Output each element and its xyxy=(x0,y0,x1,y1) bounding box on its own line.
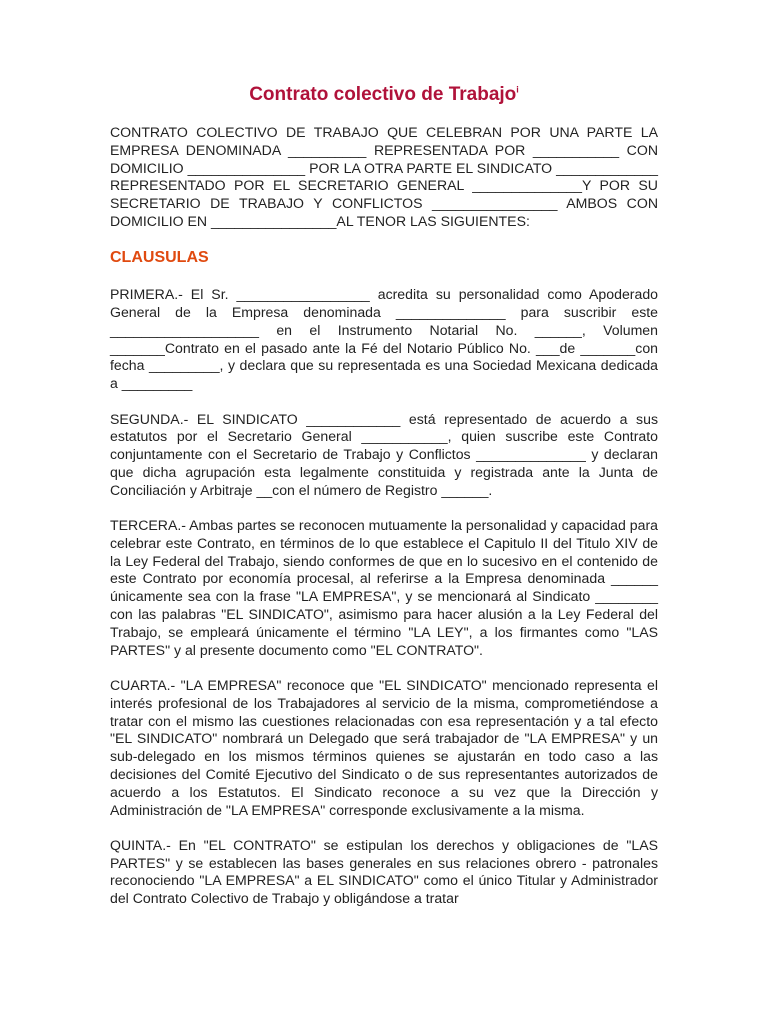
clause-tercera: TERCERA.- Ambas partes se reconocen mutuamente la personalidad y capacidad para celebrar este Contrato, en términos de lo que establece el Capitulo II del Titulo XIV de la Ley Federal del Trabajo, siendo conformes de que en lo sucesivo en el contenido de este Contrato por economía procesal, al referirse a la Empresa denominada ______ únicamente sea con la frase "LA EMPRESA", y se mencionará al Sindicato ________ con las palabras "EL SINDICATO", asimismo para hacer alusión a la Ley Federal del Trabajo, se empleará únicamente el término "LA LEY", a los firmantes como "LAS PARTES" y al presente documento como "EL CONTRATO". xyxy=(110,517,658,658)
document-title-text: Contrato colectivo de Trabajo xyxy=(249,84,517,105)
document-page xyxy=(110,82,658,925)
clause-primera: PRIMERA.- El Sr. _________________ acredita su personalidad como Apoderado General de la Empresa denominada ______________ para suscribir este ___________________ en el Instrumento Notarial No. ______, Volumen _______Contrato en el pasado ante la Fé del Notario Público No. ___de _______con fecha _________, y declara que su representada es una Sociedad Mexicana dedicada a _________ xyxy=(110,286,658,392)
document-title xyxy=(110,82,658,108)
clause-cuarta: CUARTA.- "LA EMPRESA" reconoce que "EL SINDICATO" mencionado representa el interés profesional de los Trabajadores al servicio de la misma, comprometiéndose a tratar con el mismo las cuestiones relacionadas con esa representación y a tal efecto "EL SINDICATO" nombrará un Delegado que será trabajador de "LA EMPRESA" y un sub-delegado en los mismos términos quienes se ajustarán en todo caso a las decisiones del Comité Ejecutivo del Sindicato o de sus representantes autorizados de acuerdo a los Estatutos. El Sindicato reconoce a su vez que la Dirección y Administración de "LA EMPRESA" corresponde exclusivamente a la misma. xyxy=(110,676,658,818)
title-footnote-marker: i xyxy=(516,84,519,95)
section-heading-clausulas: CLAUSULAS xyxy=(110,249,209,267)
clause-segunda: SEGUNDA.- EL SINDICATO ____________ está representado de acuerdo a sus estatutos por el Secretario General ___________, quien suscribe este Contrato conjuntamente con el Secretario de Trabajo y Conflictos ______________ y declaran que dicha agrupación esta legalmente constituida y registrada ante la Junta de Conciliación y Arbitraje __con el número de Registro ______. xyxy=(110,410,658,498)
clause-quinta: QUINTA.- En "EL CONTRATO" se estipulan los derechos y obligaciones de "LAS PARTES" y se establecen las bases generales en sus relaciones obrero - patronales reconociendo "LA EMPRESA" a EL SINDICATO" como el único Titular y Administrador del Contrato Colectivo de Trabajo y obligándose a tratar xyxy=(110,836,658,907)
intro-paragraph: CONTRATO COLECTIVO DE TRABAJO QUE CELEBRAN POR UNA PARTE LA EMPRESA DENOMINADA __________ REPRESENTADA POR ___________ CON DOMICILIO _______________ POR LA OTRA PARTE EL SINDICATO _____________ REPRESENTADO POR EL SECRETARIO GENERAL ______________Y POR SU SECRETARIO DE TRABAJO Y CONFLICTOS ________________ AMBOS CON DOMICILIO EN ________________AL TENOR LAS SIGUIENTES: xyxy=(110,124,658,229)
